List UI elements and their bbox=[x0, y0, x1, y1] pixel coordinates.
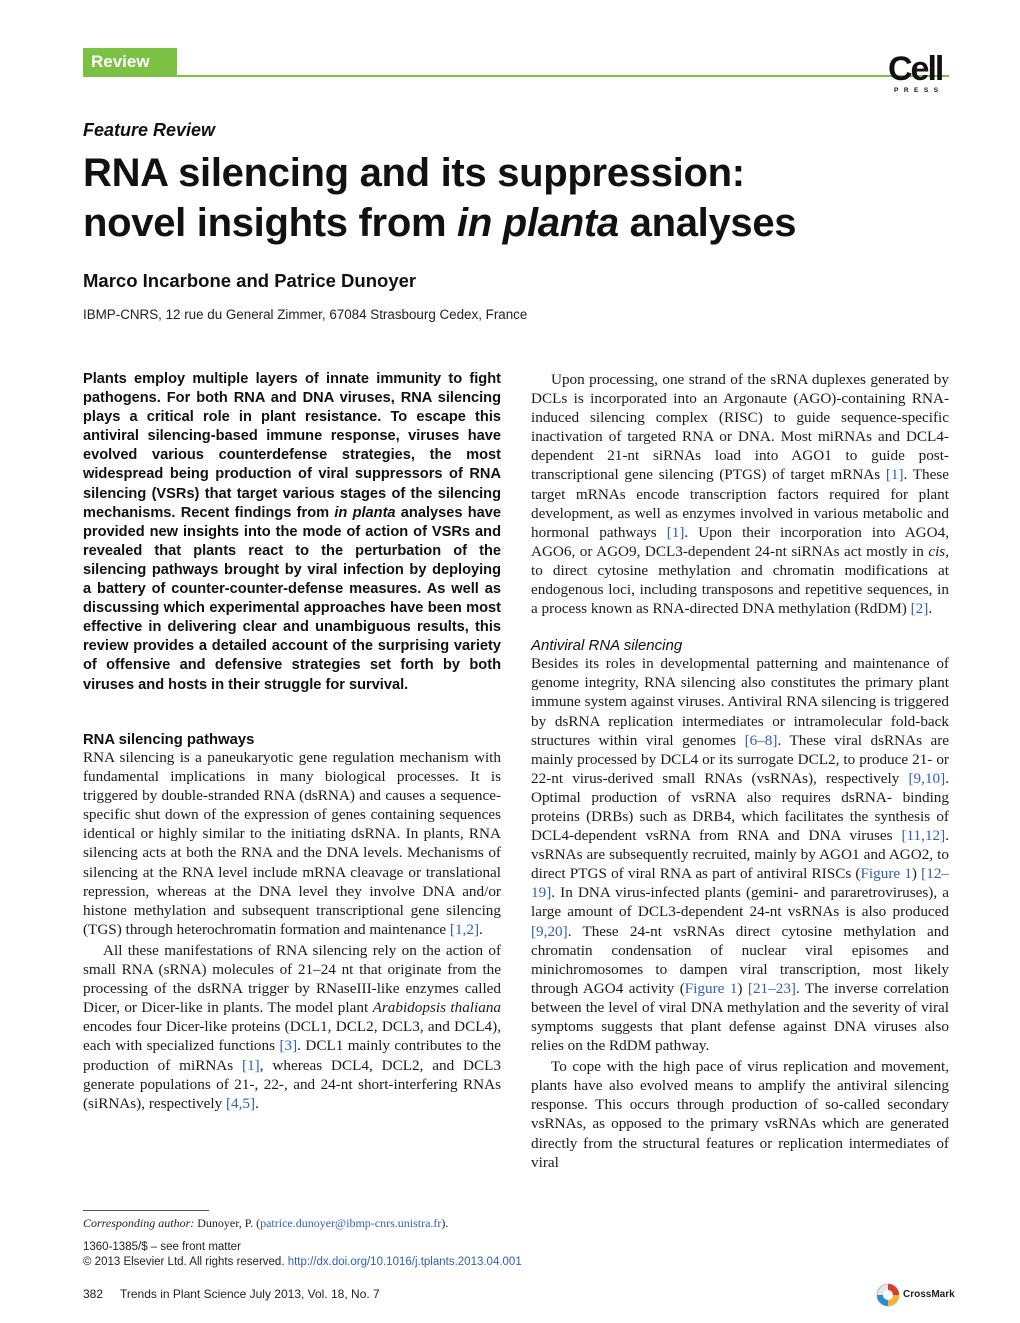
italic-term: cis bbox=[928, 542, 946, 560]
citation-link[interactable]: [12–19] bbox=[531, 865, 950, 902]
article-type-label: Feature Review bbox=[83, 120, 216, 140]
text: . DCL1 mainly contributes to the production of miRNAs bbox=[83, 1037, 501, 1074]
text: . bbox=[255, 1094, 259, 1112]
citation-link[interactable]: [21–23] bbox=[747, 979, 796, 997]
citation-link[interactable]: [9,20] bbox=[531, 922, 568, 940]
citation-link[interactable]: [1] bbox=[666, 523, 685, 541]
citation-link[interactable]: [6–8] bbox=[744, 731, 778, 749]
copyright-text: © 2013 Elsevier Ltd. All rights reserved. bbox=[83, 1256, 288, 1268]
authors: Marco Incarbone and Patrice Dunoyer bbox=[83, 270, 417, 291]
text: . In DNA virus-infected plants (gemini- and pararetroviruses), a large amount of DCL3-dependent 24-nt vsRNAs is also produced bbox=[531, 884, 949, 921]
figure-link[interactable]: Figure 1 bbox=[860, 865, 912, 883]
text: ) bbox=[737, 979, 748, 997]
citation-link[interactable]: [4,5] bbox=[225, 1094, 256, 1112]
text: Besides its roles in developmental patterning and maintenance of genome integrity, RNA silencing also constitutes the primary plant immune system against viruses. Antiviral RNA silencing is triggered by dsRNA replication intermediates or intramolecular fold-back structures within viral genomes bbox=[531, 655, 949, 749]
cell-press-logo bbox=[888, 52, 950, 98]
logo-word: Cell bbox=[888, 50, 943, 88]
right-paragraph-1 bbox=[531, 370, 949, 618]
species-name: Arabidopsis thaliana bbox=[372, 999, 502, 1017]
text: . bbox=[928, 600, 933, 618]
crossmark-icon bbox=[876, 1283, 900, 1307]
citation-link[interactable]: [1,2] bbox=[449, 920, 480, 938]
corr-end: ). bbox=[441, 1216, 449, 1230]
citation-link[interactable]: [2] bbox=[910, 600, 929, 618]
corresponding-author-note bbox=[83, 1216, 448, 1231]
header-rule bbox=[83, 75, 949, 77]
text: . Upon their incorporation into AGO4, AGO6, or AGO9, DCL3-dependent 24-nt siRNAs act mostly in bbox=[531, 523, 950, 560]
text: . The inverse correlation between the level of viral DNA methylation and the severity of viral symptoms suggests that plant defense against DNA viruses also relies on the RdDM pathway. bbox=[531, 979, 950, 1055]
section-heading: RNA silencing pathways bbox=[83, 732, 255, 748]
right-column-body bbox=[531, 370, 949, 1172]
logo-sub: PRESS bbox=[894, 87, 944, 94]
abstract-italic: in planta bbox=[334, 504, 396, 521]
citation-link[interactable]: [11,12] bbox=[901, 827, 946, 845]
text: . These viral dsRNAs are mainly processed by DCL4 or its surrogate DCL2, to produce 21- or 22-nt virus-derived small RNAs (vsRNAs), respectively bbox=[531, 731, 949, 787]
text: , to direct cytosine methylation and chromatin modifications at endogenous loci, including transposons and repetitive sequences, in a process known as RNA-directed DNA methylation (RdDM) bbox=[531, 542, 949, 618]
right-paragraph-2 bbox=[531, 654, 949, 1055]
text: . These 24-nt vsRNAs direct cytosine methylation and chromatin condensation of nuclear viral episomes and minichromosomes to dampen viral transcription, most likely through AGO4 activity ( bbox=[531, 922, 949, 997]
doi-link[interactable]: http://dx.doi.org/10.1016/j.tplants.2013.04.001 bbox=[287, 1256, 522, 1268]
title-part-a: novel insights from bbox=[83, 201, 458, 245]
abstract bbox=[83, 370, 501, 695]
text: . vsRNAs are subsequently recruited, mainly by AGO1 and AGO2, to direct PTGS of viral RNA as part of antiviral RISCs ( bbox=[531, 827, 949, 883]
text: . Optimal production of vsRNA also requires dsRNA- binding proteins (DRBs) such as DRB4, which facilitates the synthesis of DCL4-dependent vsRNA from RNA and DNA viruses bbox=[531, 769, 949, 845]
affiliation: IBMP-CNRS, 12 rue du General Zimmer, 67084 Strasbourg Cedex, France bbox=[83, 307, 528, 322]
text: , whereas DCL4, DCL2, and DCL3 generate populations of 21-, 22-, and 24-nt short-interfering RNAs (siRNAs), respectively bbox=[83, 1056, 501, 1112]
citation-link[interactable]: [1] bbox=[242, 1056, 260, 1074]
right-paragraph-3: To cope with the high pace of virus replication and movement, plants have also evolved means to amplify the antiviral silencing response. This occurs through production of so-called secondary vsRNAs, as opposed to the primary vsRNAs which are generated directly from the structural features or replication intermediates of viral bbox=[531, 1058, 949, 1171]
text: . bbox=[479, 920, 483, 938]
page-number: 382 bbox=[83, 1287, 104, 1301]
abstract-part-2: analyses have provided new insights into the mode of action of VSRs and revealed that plants react to the perturbation of the silencing pathways brought by viral infection by deploying a battery of counter-counter-defense measures. As well as discussing which experimental approaches have been most effective in delivering clear and unambiguous results, this review provides a detailed account of the surprising variety of offensive and defensive strategies set forth by both viruses and hosts in their struggle for survival. bbox=[83, 504, 501, 693]
text: All these manifestations of RNA silencing rely on the action of small RNA (sRNA) molecules of 21–24 nt that originate from the processing of the dsRNA trigger by RNaseIII-like enzymes called Dicer, or Dicer-like in plants. The model plant bbox=[83, 941, 501, 1017]
subsection-heading: Antiviral RNA silencing bbox=[531, 637, 683, 655]
figure-link[interactable]: Figure 1 bbox=[684, 979, 738, 997]
citation-link[interactable]: [9,10] bbox=[908, 769, 946, 787]
text: RNA silencing is a paneukaryotic gene regulation mechanism with fundamental implications in many biological processes. It is triggered by double-stranded RNA (dsRNA) and causes a sequence-specific shut down of the expression of genes containing sequences identical or highly similar to the initiating dsRNA. In plants, RNA silencing acts at both the RNA and the DNA levels. Mechanisms of silencing at the RNA level include mRNA cleavage or translational repression, whereas at the DNA level they involve DNA and/or histone methylation and subsequent transcriptional gene silencing (TGS) through heterochromatin formation and maintenance bbox=[83, 749, 501, 938]
left-column-body bbox=[83, 732, 501, 1113]
title-part-b: analyses bbox=[618, 201, 797, 245]
abstract-part-1: Plants employ multiple layers of innate immunity to fight pathogens. For both RNA and DNA viruses, RNA silencing plays a critical role in plant resistance. To escape this antiviral silencing-based immune response, viruses have evolved various counterdefense strategies, the most widespread being production of viral suppressors of RNA silencing (VSRs) that target various stages of the silencing mechanisms. Recent findings from bbox=[83, 371, 501, 521]
corr-label: Corresponding author: bbox=[83, 1216, 195, 1230]
corr-name: Dunoyer, P. ( bbox=[194, 1216, 261, 1230]
issn-line: 1360-1385/$ – see front matter bbox=[83, 1241, 241, 1253]
text: Upon processing, one strand of the sRNA duplexes generated by DCLs is incorporated into an Argonaute (AGO)-containing RNA-induced silencing complex (RISC) to guide sequence-specific inactivation of targeted RNA or DNA. Most miRNAs and DCL4-dependent 21-nt siRNAs load into AGO1 to guide post-transcriptional gene silencing (PTGS) of target mRNAs bbox=[531, 371, 949, 484]
section-tab: Review bbox=[83, 48, 177, 75]
crossmark-badge[interactable] bbox=[876, 1283, 955, 1307]
crossmark-label: CrossMark bbox=[903, 1289, 955, 1300]
text: encodes four Dicer-like proteins (DCL1, DCL2, DCL3, and DCL4), each with specialized functions bbox=[83, 1018, 501, 1055]
article-title bbox=[83, 148, 963, 248]
title-italic: in planta bbox=[457, 201, 619, 245]
citation-link[interactable]: [1] bbox=[885, 466, 904, 484]
copyright-line bbox=[83, 1256, 522, 1268]
text: ) bbox=[911, 865, 922, 883]
citation-link[interactable]: [3] bbox=[279, 1037, 298, 1055]
email-link[interactable]: patrice.dunoyer@ibmp-cnrs.unistra.fr bbox=[260, 1216, 442, 1230]
left-paragraph-2 bbox=[83, 941, 501, 1113]
title-line-2 bbox=[83, 198, 963, 248]
text: . These target mRNAs encode transcription factors required for plant development, as well as enzymes involved in various metabolic and hormonal pathways bbox=[531, 466, 949, 541]
left-paragraph-1 bbox=[83, 748, 501, 939]
title-line-1: RNA silencing and its suppression: bbox=[83, 151, 745, 195]
footnote-rule bbox=[83, 1210, 209, 1211]
journal-reference: Trends in Plant Science July 2013, Vol. 18, No. 7 bbox=[120, 1287, 380, 1301]
